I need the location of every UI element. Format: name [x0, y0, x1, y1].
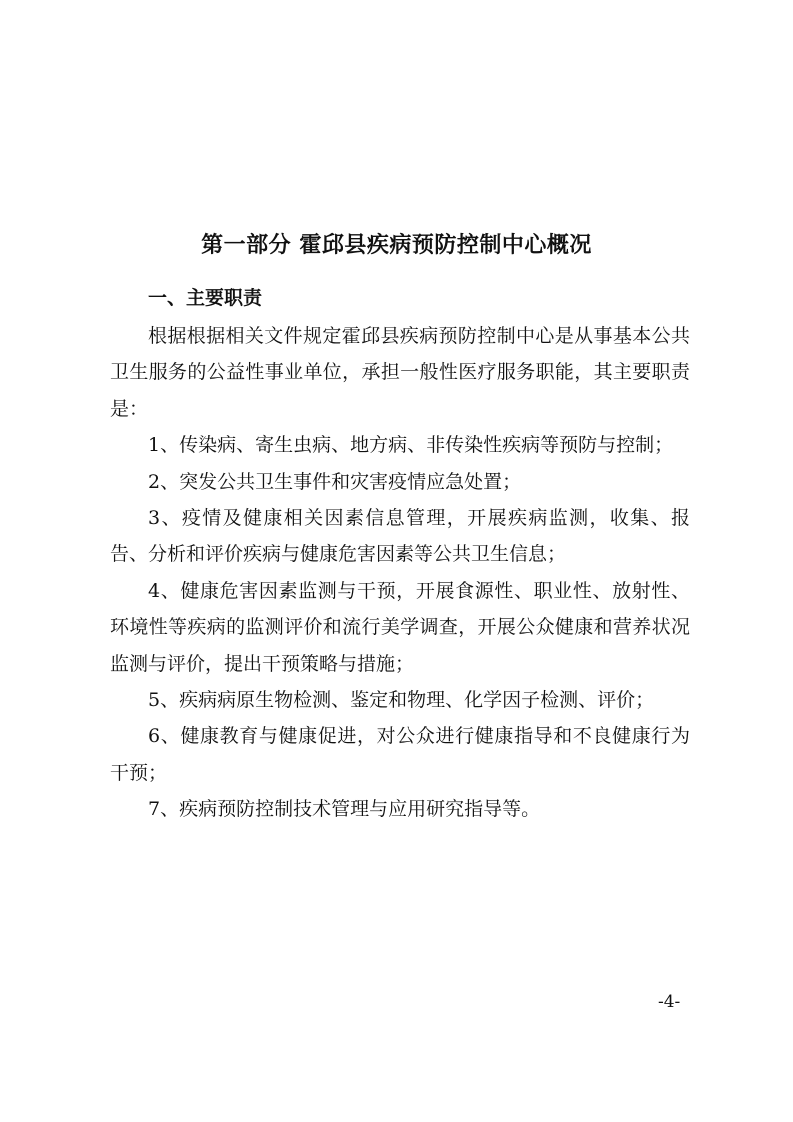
duty-item-4: 4、健康危害因素监测与干预，开展食源性、职业性、放射性、环境性等疾病的监测评价和流行美学调查，开展公众健康和营养状况监测与评价，提出干预策略与措施； — [110, 579, 690, 675]
duty-item-1: 1、传染病、寄生虫病、地方病、非传染性疾病等预防与控制； — [148, 434, 674, 457]
duty-item-6: 6、健康教育与健康促进，对公众进行健康指导和不良健康行为干预； — [110, 725, 690, 784]
body-text — [110, 318, 690, 828]
duty-item-3: 3、疫情及健康相关因素信息管理，开展疾病监测，收集、报告、分析和评价疾病与健康危害因素等公共卫生信息； — [110, 507, 690, 566]
page-number: -4- — [658, 992, 681, 1012]
duty-item-7: 7、疾病预防控制技术管理与应用研究指导等。 — [148, 798, 541, 821]
document-title: 第一部分 霍邱县疾病预防控制中心概况 — [201, 233, 592, 258]
intro-paragraph: 根据根据相关文件规定霍邱县疾病预防控制中心是从事基本公共卫生服务的公益性事业单位，承担一般性医疗服务职能，其主要职责是： — [110, 325, 690, 420]
duty-item-2: 2、突发公共卫生事件和灾害疫情应急处置； — [148, 470, 522, 493]
duty-item-5: 5、疾病病原生物检测、鉴定和物理、化学因子检测、评价； — [148, 689, 655, 712]
section-heading: 一、主要职责 — [148, 287, 263, 309]
